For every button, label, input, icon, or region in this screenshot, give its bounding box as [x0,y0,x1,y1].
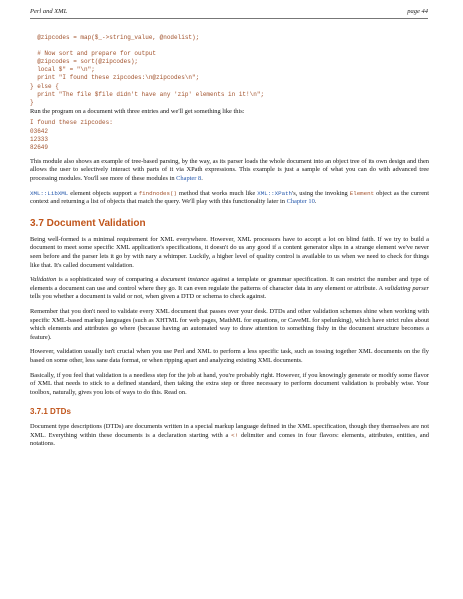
code-line: local $" = "\n"; [30,66,95,74]
term-validating-parser: validating parser [384,284,430,292]
term-validation: Validation [30,276,57,284]
code-line: # Now sort and prepare for output [30,50,157,58]
text: is a sophisticated way of comparing a [56,276,161,284]
text: Document type descriptions (DTDs) are documents written in a special markup language defined in the XML specification, though they themselves are not XML. Everything within these documents is a declaration starting with a [30,423,429,439]
paragraph-remember: Remember that you don't need to validate every XML document that passes over your desk. DTDs and other validation schemes shine when working with specific XML-based markup languages (such as XHTML for web pages, MathML for equations, or CaveML for spelunking), which have strict rules about which elements and attributes go where (because having an automated way to draw attention to something fishy in the document structure becomes a feature). [30,307,429,341]
paragraph-validation [30,276,429,302]
page-number: page 44 [407,8,428,15]
section-heading-3-7: 3.7 Document Validation [30,217,146,229]
chapter-10-link[interactable]: Chapter 10 [286,198,315,206]
text: . [201,175,203,182]
text: . [314,198,317,206]
page-content [30,34,429,449]
code-element: Element [349,189,375,197]
code-line: 12333 [30,135,49,143]
code-line: } else { [30,82,59,90]
code-block-output [30,119,429,151]
code-line: @zipcodes = map($_->string_value, @nodelist); [30,34,200,41]
code-block-perl [30,34,429,107]
code-line: @zipcodes = sort(@zipcodes); [30,58,139,66]
paragraph-basically: Basically, if you feel that validation is a needless step for the job at hand, you're probably right. However, if you knowingly generate or modify some flavor of XML that needs to stick to a defined standard, then taking the extra step or three necessary to perform document validation is probably wise. Your toolbox, naturally, gives you lots of ways to do this. Read on. [30,371,429,396]
text: tells you whether a document is valid or not, when given a DTD or schema to check against. [30,293,267,301]
text: This module also shows an example of tree-based parsing, by the way, as its parser loads the whole document into an object tree of its own design and then allows the user to selectively interact with parts of it via XPath expressions. This example is just a sample of what you can do with advanced tree processing modules. You'll see more of these modules in [30,157,429,182]
term-document-instance: document instance [160,276,209,284]
code-line: 82649 [30,143,49,151]
section-heading-3-7-1: 3.7.1 DTDs [30,407,71,417]
paragraph-module [30,158,429,184]
xpath-link[interactable]: XML::XPath [257,189,293,197]
code-findnodes: findnodes() [138,189,177,197]
code-line: print "I found these zipcodes:\n@zipcodes\n"; [30,74,200,82]
text: object as the current context and returning a list of objects that match the query. We'll play with this functionality later in [30,189,429,206]
code-delimiter: <! [231,431,239,439]
paragraph-wellformed: Being well-formed is a minimal requirement for XML everywhere. However, XML processors have to accept a lot on blind faith. If we try to build a document to meet some specific XML application's specifications, it doesn't do us any good if a content generator slips in a strange element we've never seen before and the parser lets it go by with nary a whimper. Luckily, a higher level of quality control is available to us when we need to check for things like that. It's called document validation. [30,235,429,269]
code-line: 03642 [30,127,49,135]
code-line: I found these zipcodes: [30,119,113,127]
code-line: print "The file $file didn't have any 'zip' elements in it!\n"; [30,90,265,98]
text: 's, using the invoking [292,189,350,197]
code-line: } [30,98,34,106]
text: against a template or grammar specification. It can restrict the number and type of elements a document can use and control where they go. It can even regulate the patterns of character data in any element or attribute. A [30,276,429,292]
paragraph-dtds [30,423,429,449]
text: delimiter and comes in four flavors: elements, attributes, entities, and notations. [30,431,429,448]
paragraph-run: Run the program on a document with three entries and we'll get something like this: [30,107,245,115]
paragraph-findnodes [30,190,429,207]
book-title: Perl and XML [30,8,68,15]
text: method that works much like [176,189,258,197]
page-header [30,6,428,19]
chapter-8-link[interactable]: Chapter 8 [176,175,202,182]
text: element objects support a [68,189,139,197]
libxml-link[interactable]: XML::LibXML [30,189,69,197]
paragraph-however: However, validation usually isn't crucial when you use Perl and XML to perform a less specific task, such as tossing together XML documents on the fly based on some other, less sane data format, or when ripping apart and analyzing existing XML documents. [30,348,429,364]
